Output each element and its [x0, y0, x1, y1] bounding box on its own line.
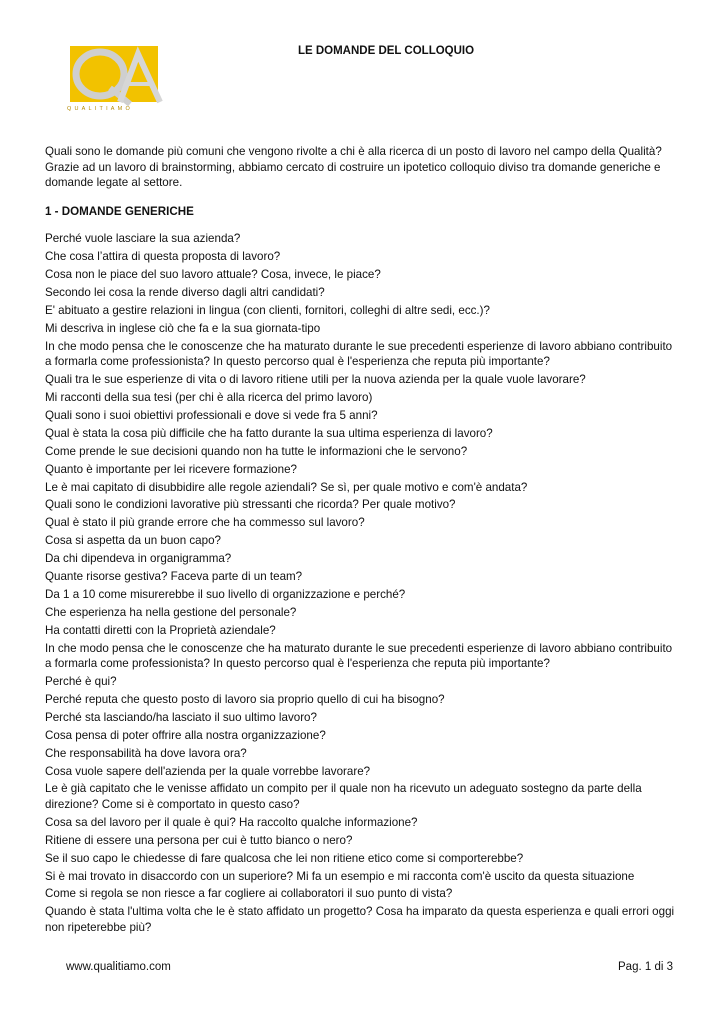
question-item: Perché sta lasciando/ha lasciato il suo ultimo lavoro?	[45, 710, 317, 724]
page-footer	[66, 961, 673, 973]
question-item: Cosa non le piace del suo lavoro attuale? Cosa, invece, le piace?	[45, 268, 381, 282]
question-item: Mi racconti della sua tesi (per chi è alla ricerca del primo lavoro)	[45, 391, 373, 405]
question-item: Ritiene di essere una persona per cui è tutto bianco o nero?	[45, 833, 353, 847]
question-item: Cosa si aspetta da un buon capo?	[45, 534, 221, 548]
question-item: Perché reputa che questo posto di lavoro sia proprio quello di cui ha bisogno?	[45, 692, 445, 706]
question-item: Che responsabilità ha dove lavora ora?	[45, 746, 247, 760]
intro-paragraph: Quali sono le domande più comuni che vengono rivolte a chi è alla ricerca di un posto di lavoro nel campo della Qualità? Grazie ad un lavoro di brainstorming, abbiamo cercato di costruire un ipotetico colloquio diviso tra domande generiche e domande legate al settore.	[45, 145, 662, 190]
question-item: Perché è qui?	[45, 675, 117, 689]
question-item: Quali sono le condizioni lavorative più stressanti che ricorda? Per quale motivo?	[45, 498, 456, 512]
question-item: Che cosa l’attira di questa proposta di lavoro?	[45, 250, 281, 264]
question-item: Quali sono i suoi obiettivi professionali e dove si vede fra 5 anni?	[45, 408, 378, 422]
question-item: Mi descriva in inglese ciò che fa e la sua giornata-tipo	[45, 321, 321, 335]
question-item: Cosa sa del lavoro per il quale è qui? Ha raccolto qualche informazione?	[45, 815, 418, 829]
question-item: In che modo pensa che le conoscenze che ha maturato durante le sue precedenti esperienze di lavoro abbiano contribuito a formarla come professionista? In questo percorso qual è l'esperienza che reputa più importante?	[45, 641, 673, 671]
question-item: Da chi dipendeva in organigramma?	[45, 552, 232, 566]
question-item: Come si regola se non riesce a far cogliere ai collaboratori il suo punto di vista?	[45, 887, 453, 901]
page-title: LE DOMANDE DEL COLLOQUIO	[297, 45, 475, 57]
question-item: Se il suo capo le chiedesse di fare qualcosa che lei non ritiene etico come si comporterebbe?	[45, 851, 524, 865]
logo-brand-text: QUALITIAMO	[67, 106, 133, 112]
question-item: Che esperienza ha nella gestione del personale?	[45, 605, 297, 619]
question-item: Qual è stato il più grande errore che ha commesso sul lavoro?	[45, 516, 365, 530]
question-item: Le è mai capitato di disubbidire alle regole aziendali? Se sì, per quale motivo e com'è andata?	[45, 480, 528, 494]
question-item: Le è già capitato che le venisse affidato un compito per il quale non ha ricevuto un adeguato sostegno da parte della direzione? Come si è comportato in questo caso?	[45, 782, 642, 811]
question-item: Cosa vuole sapere dell'azienda per la quale vorrebbe lavorare?	[45, 764, 371, 778]
question-item: Si è mai trovato in disaccordo con un superiore? Mi fa un esempio e mi racconta com'è uscito da questa situazione	[45, 869, 635, 883]
question-item: Perché vuole lasciare la sua azienda?	[45, 232, 241, 246]
question-item: Quante risorse gestiva? Faceva parte di un team?	[45, 570, 303, 583]
question-item: Secondo lei cosa la rende diverso dagli altri candidati?	[45, 286, 325, 300]
question-item: Quali tra le sue esperienze di vita o di lavoro ritiene utili per la nuova azienda per la quale vuole lavorare?	[45, 373, 586, 387]
website-link[interactable]: www.qualitiamo.com	[66, 961, 171, 973]
question-item: Da 1 a 10 come misurerebbe il suo livello di organizzazione e perché?	[45, 587, 406, 601]
question-item: Come prende le sue decisioni quando non ha tutte le informazioni che le servono?	[45, 444, 468, 458]
question-item: Cosa pensa di poter offrire alla nostra organizzazione?	[45, 728, 326, 742]
section-heading: 1 - DOMANDE GENERICHE	[45, 204, 194, 218]
question-item: Ha contatti diretti con la Proprietà aziendale?	[45, 623, 276, 637]
document-body	[45, 144, 680, 938]
question-list	[45, 231, 680, 935]
question-item: Quanto è importante per lei ricevere formazione?	[45, 462, 297, 476]
question-item: Qual è stata la cosa più difficile che ha fatto durante la sua ultima esperienza di lavoro?	[45, 426, 493, 440]
question-item: In che modo pensa che le conoscenze che ha maturato durante le sue precedenti esperienze di lavoro abbiano contribuito a formarla come professionista? In questo percorso qual è l'esperienza che reputa più importante?	[45, 339, 673, 369]
question-item: E' abituato a gestire relazioni in lingua (con clienti, fornitori, colleghi di altre sedi, ecc.)?	[45, 303, 490, 317]
question-item: Quando è stata l'ultima volta che le è stato affidato un progetto? Cosa ha imparato da questa esperienza e quali errori oggi non ripeterebbe più?	[45, 905, 675, 934]
page-number: Pag. 1 di 3	[618, 961, 673, 973]
